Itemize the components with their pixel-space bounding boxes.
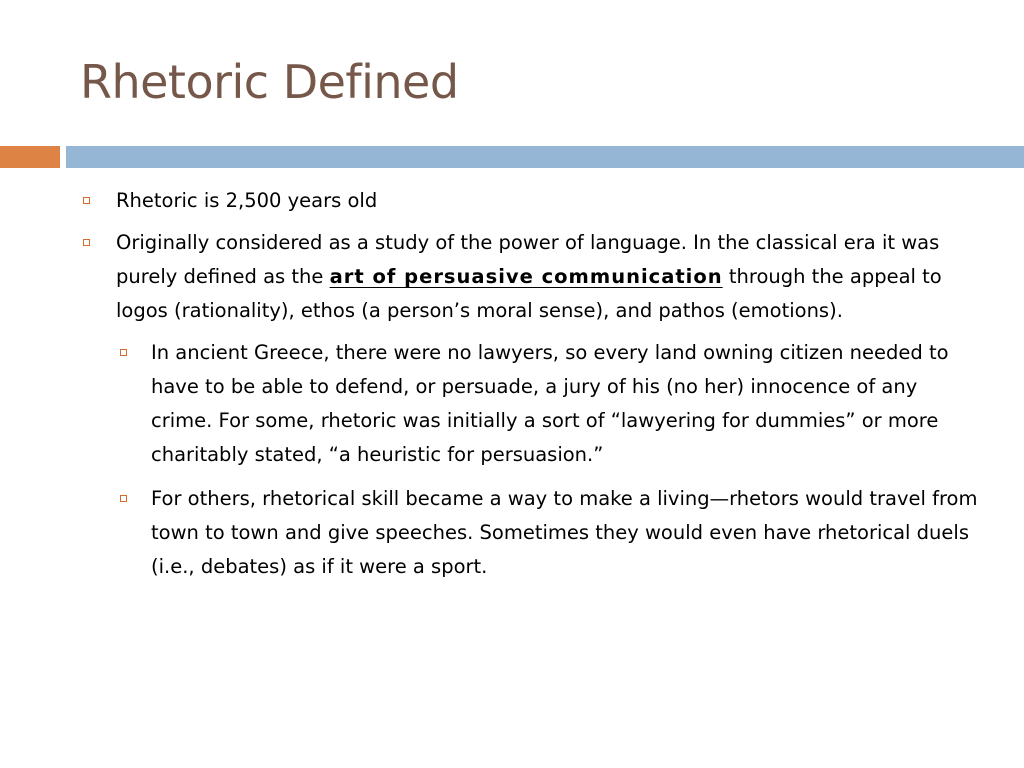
sub-bullet-text: For others, rhetorical skill became a way to make a living—rhetors would travel from town to town and give speeches. Sometimes they would even have rhetorical duels (i.e., debates) as if it were a sport. <box>151 487 978 578</box>
square-bullet-icon <box>83 197 90 204</box>
bullet-text-start: Originally considered as a study of the power of language. In the classical era it was purely defined as the <box>116 231 940 288</box>
emphasized-phrase: art of persuasive communication <box>329 265 723 288</box>
accent-bar-blue <box>66 146 1024 168</box>
sub-bullet-item <box>151 336 981 472</box>
sub-bullet-item <box>151 482 981 584</box>
bullet-item <box>116 184 978 218</box>
bullet-text: Rhetoric is 2,500 years old <box>116 189 378 212</box>
accent-bar-orange <box>0 146 60 168</box>
sub-bullet-text: In ancient Greece, there were no lawyers, so every land owning citizen needed to have to be able to defend, or persuade, a jury of his (no her) innocence of any crime. For some, rhetoric was initially a sort of “lawyering for dummies” or more charitably stated, “a heuristic for persuasion.” <box>151 341 949 466</box>
slide-body <box>0 184 1024 594</box>
bullet-item <box>116 226 978 328</box>
square-bullet-icon <box>120 495 127 502</box>
bullet-text-end: through the appeal to logos (rationality), ethos (a person’s moral sense), and pathos (emotions). <box>116 265 942 322</box>
square-bullet-icon <box>83 239 90 246</box>
square-bullet-icon <box>120 349 127 356</box>
slide-title: Rhetoric Defined <box>80 55 459 109</box>
